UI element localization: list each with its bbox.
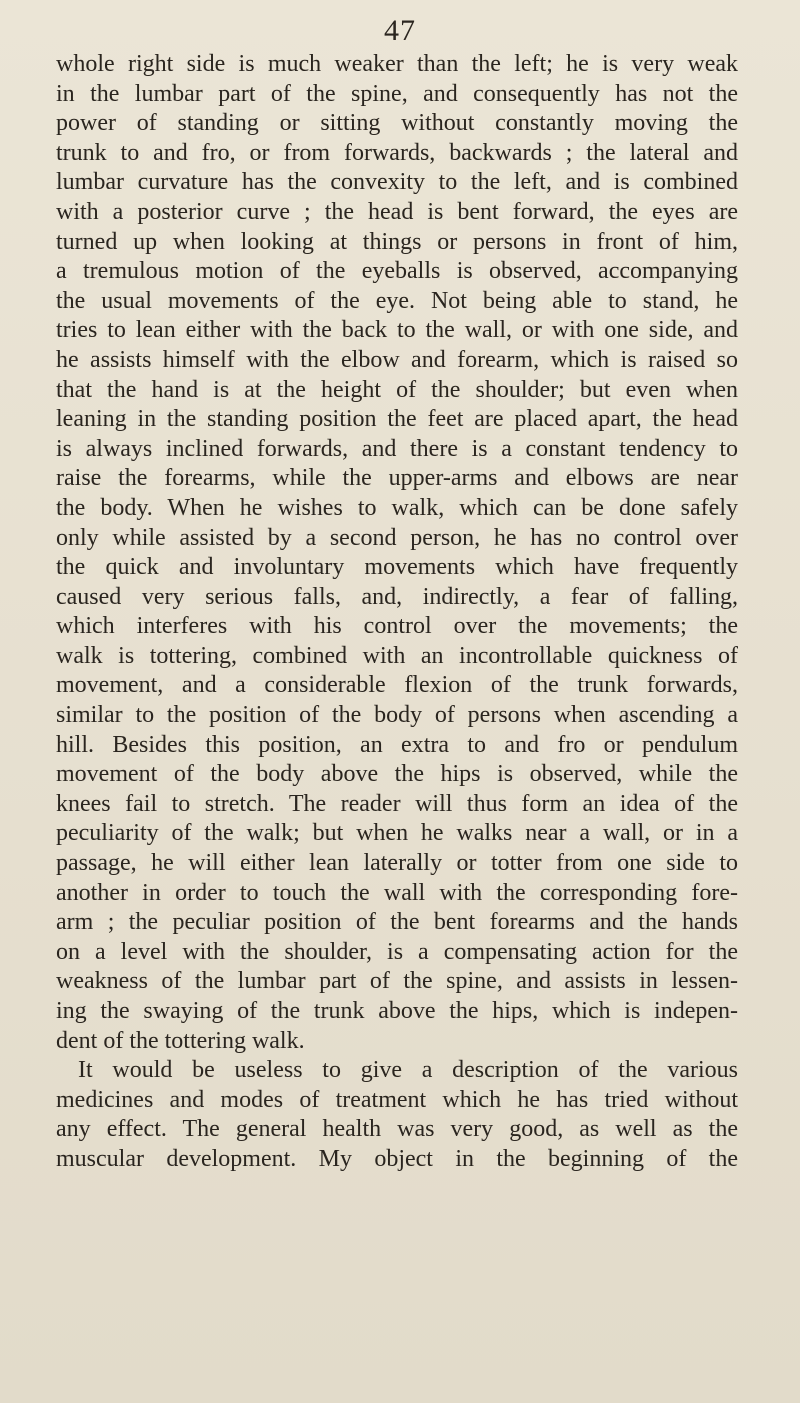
text-line: power of standing or sitting without constantly moving the [56,110,738,137]
text-line: lumbar curvature has the convexity to the left, and is combined [56,169,738,196]
page-body-text [56,50,738,1175]
text-line: only while assisted by a second person, he has no control over [56,524,738,551]
text-line: passage, he will either lean laterally or totter from one side to [56,850,738,877]
text-line: the quick and involuntary movements which have frequently [56,554,738,581]
text-line: whole right side is much weaker than the left; he is very weak [56,51,738,77]
text-line: ing the swaying of the trunk above the hips, which is indepen- [56,998,738,1024]
text-line: is always inclined forwards, and there is a constant tendency to [56,435,738,462]
text-line: raise the forearms, while the upper-arms and elbows are near [56,465,738,492]
text-line: with a posterior curve ; the head is bent forward, the eyes are [56,198,738,225]
text-line: caused very serious falls, and, indirectly, a fear of falling, [56,583,738,610]
text-line: he assists himself with the elbow and forearm, which is raised so [56,346,738,373]
text-line: movement, and a considerable flexion of the trunk forwards, [56,672,738,699]
text-line: on a level with the shoulder, is a compensating action for the [56,938,738,965]
text-line: in the lumbar part of the spine, and consequently has not the [56,80,738,107]
text-line: which interferes with his control over the movements; the [56,613,738,640]
text-line: trunk to and fro, or from forwards, backwards ; the lateral and [56,139,738,166]
text-line: It would be useless to give a description of the various [78,1057,738,1084]
text-line: weakness of the lumbar part of the spine, and assists in lessen- [56,968,738,995]
text-line: hill. Besides this position, an extra to and fro or pendulum [56,731,738,758]
text-line: arm ; the peculiar position of the bent forearms and the hands [56,909,738,936]
text-line: any effect. The general health was very good, as well as the [56,1116,738,1143]
text-line: peculiarity of the walk; but when he walks near a wall, or in a [56,820,738,847]
text-line: muscular development. My object in the beginning of the [56,1145,738,1172]
text-line: medicines and modes of treatment which he has tried without [56,1086,738,1113]
text-line: movement of the body above the hips is observed, while the [56,761,738,788]
text-line: the body. When he wishes to walk, which can be done safely [56,494,738,521]
text-line: walk is tottering, combined with an incontrollable quickness of [56,642,738,669]
text-line: the usual movements of the eye. Not being able to stand, he [56,287,738,314]
page-number: 47 [384,14,416,47]
text-line: tries to lean either with the back to the wall, or with one side, and [56,317,738,344]
text-line: turned up when looking at things or persons in front of him, [56,228,738,255]
text-line: that the hand is at the height of the shoulder; but even when [56,376,738,403]
text-line: another in order to touch the wall with the corresponding fore- [56,879,738,906]
text-line: dent of the tottering walk. [56,1027,305,1054]
text-line: a tremulous motion of the eyeballs is observed, accompanying [56,258,738,285]
text-line: knees fail to stretch. The reader will thus form an idea of the [56,790,738,817]
text-line: similar to the position of the body of persons when ascending a [56,702,738,729]
text-line: leaning in the standing position the feet are placed apart, the head [56,406,738,433]
